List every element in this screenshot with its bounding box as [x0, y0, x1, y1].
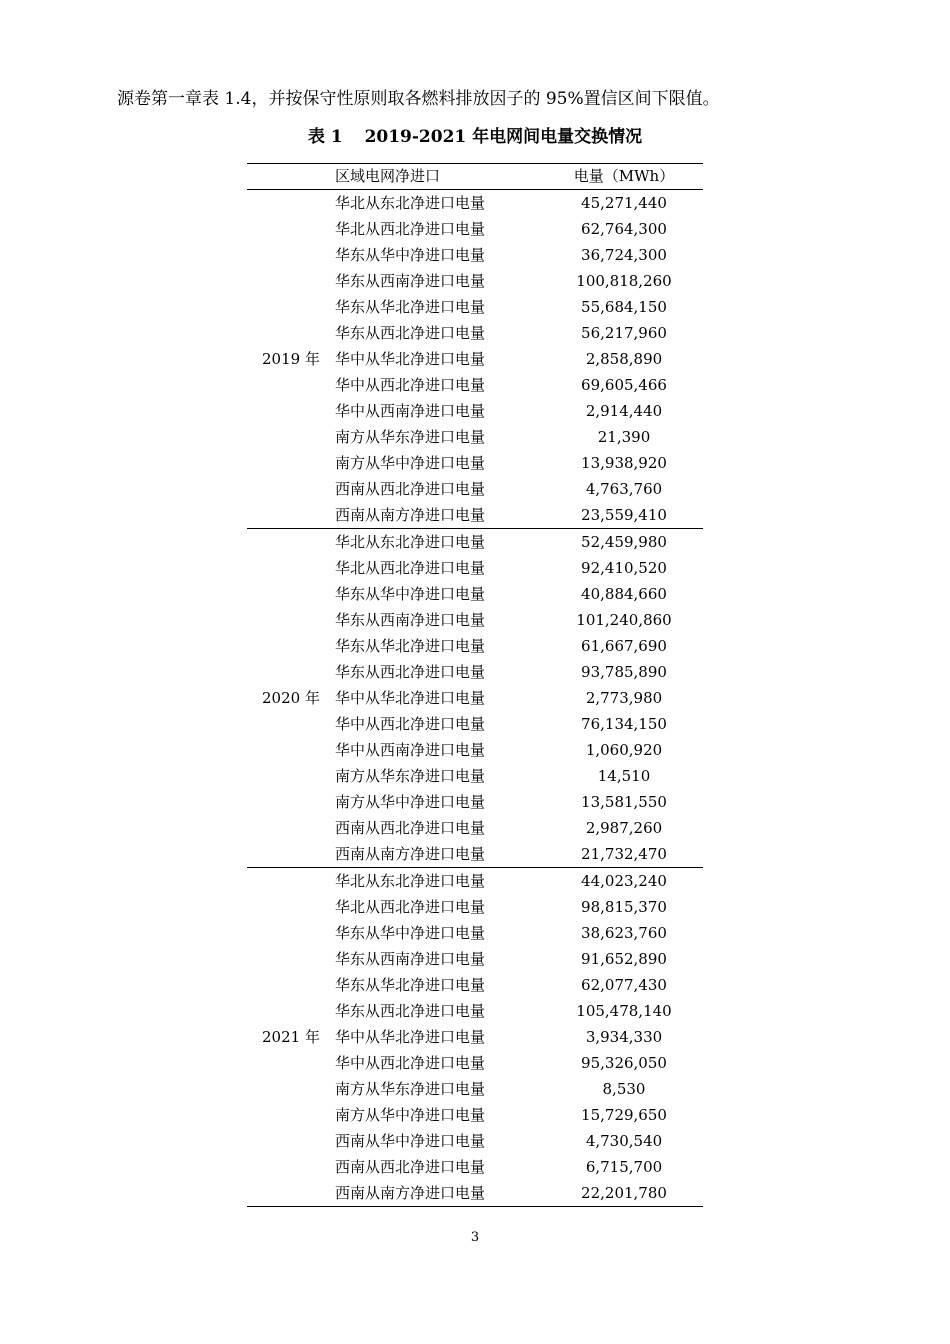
page-number: 3: [470, 1230, 480, 1245]
region-cell: 华东从西南净进口电量: [335, 950, 486, 968]
electricity-value-cell: 21,390: [597, 428, 651, 446]
region-cell: 华北从西北净进口电量: [335, 559, 486, 577]
table-caption: [0, 126, 950, 148]
electricity-value-cell: 69,605,466: [581, 376, 667, 394]
electricity-value-cell: 56,217,960: [581, 324, 667, 342]
header-region: 区域电网净进口: [335, 164, 545, 190]
electricity-value-cell: 44,023,240: [581, 872, 667, 890]
table-row: [247, 190, 703, 217]
region-cell: 南方从华中净进口电量: [335, 454, 486, 472]
region-cell: 华东从华北净进口电量: [335, 637, 486, 655]
table-body: [247, 190, 703, 1207]
table-header-row: [247, 164, 703, 190]
region-cell: 华北从东北净进口电量: [335, 194, 486, 212]
region-cell: 华中从西北净进口电量: [335, 376, 486, 394]
electricity-value-cell: 14,510: [597, 767, 651, 785]
electricity-value-cell: 98,815,370: [581, 898, 667, 916]
electricity-value-cell: 21,732,470: [545, 841, 703, 868]
region-cell: 华北从西北净进口电量: [335, 220, 486, 238]
region-cell: 华中从华北净进口电量: [335, 1028, 486, 1046]
electricity-value-cell: 95,326,050: [581, 1054, 667, 1072]
region-cell: 西南从华中净进口电量: [335, 1132, 486, 1150]
header-electricity: 电量（MWh）: [545, 164, 703, 190]
region-cell: 南方从华中净进口电量: [335, 793, 486, 811]
region-cell: 华东从西南净进口电量: [335, 611, 486, 629]
electricity-value-cell: 3,934,330: [585, 1028, 663, 1046]
region-cell: 华东从西北净进口电量: [335, 324, 486, 342]
region-cell: 南方从华东净进口电量: [335, 428, 486, 446]
table-row: [247, 868, 703, 895]
table-caption-title: 2019-2021 年电网间电量交换情况: [364, 127, 643, 147]
intro-paragraph: 源卷第一章表 1.4，并按保守性原则取各燃料排放因子的 95%置信区间下限值。: [117, 89, 720, 109]
electricity-value-cell: 101,240,860: [576, 611, 672, 629]
electricity-value-cell: 91,652,890: [581, 950, 667, 968]
region-cell: 华东从华北净进口电量: [335, 298, 486, 316]
electricity-value-cell: 105,478,140: [576, 1002, 672, 1020]
region-cell: 华中从西北净进口电量: [335, 715, 486, 733]
electricity-value-cell: 2,773,980: [585, 689, 663, 707]
region-cell: 华东从西北净进口电量: [335, 663, 486, 681]
region-cell: 华东从西北净进口电量: [335, 1002, 486, 1020]
electricity-value-cell: 15,729,650: [581, 1106, 667, 1124]
year-cell: 2021 年: [247, 868, 335, 1207]
table-row: [247, 529, 703, 556]
electricity-value-cell: 52,459,980: [581, 533, 667, 551]
region-cell: 华中从西南净进口电量: [335, 741, 486, 759]
region-cell: 南方从华东净进口电量: [335, 1080, 486, 1098]
year-cell: 2019 年: [247, 190, 335, 529]
electricity-value-cell: 55,684,150: [581, 298, 667, 316]
electricity-value-cell: 23,559,410: [545, 502, 703, 529]
electricity-value-cell: 45,271,440: [581, 194, 667, 212]
region-cell: 华北从东北净进口电量: [335, 533, 486, 551]
electricity-value-cell: 38,623,760: [581, 924, 667, 942]
region-cell: 华东从华中净进口电量: [335, 246, 486, 264]
electricity-value-cell: 62,764,300: [581, 220, 667, 238]
region-cell: 华北从东北净进口电量: [335, 872, 486, 890]
electricity-value-cell: 61,667,690: [581, 637, 667, 655]
region-cell: 西南从南方净进口电量: [335, 1180, 545, 1207]
region-cell: 南方从华中净进口电量: [335, 1106, 486, 1124]
region-cell: 华中从西北净进口电量: [335, 1054, 486, 1072]
electricity-value-cell: 22,201,780: [545, 1180, 703, 1207]
region-cell: 西南从南方净进口电量: [335, 841, 545, 868]
electricity-value-cell: 76,134,150: [581, 715, 667, 733]
electricity-value-cell: 93,785,890: [581, 663, 667, 681]
region-cell: 西南从西北净进口电量: [335, 480, 486, 498]
region-cell: 华北从西北净进口电量: [335, 898, 486, 916]
region-cell: 华东从华中净进口电量: [335, 924, 486, 942]
electricity-value-cell: 2,858,890: [585, 350, 663, 368]
electricity-value-cell: 1,060,920: [585, 741, 663, 759]
table-caption-label: 表 1: [307, 127, 343, 147]
electricity-value-cell: 4,730,540: [585, 1132, 663, 1150]
region-cell: 西南从南方净进口电量: [335, 502, 545, 529]
region-cell: 华中从西南净进口电量: [335, 402, 486, 420]
electricity-value-cell: 6,715,700: [585, 1158, 663, 1176]
electricity-value-cell: 62,077,430: [581, 976, 667, 994]
region-cell: 华中从华北净进口电量: [335, 689, 486, 707]
region-cell: 华东从华北净进口电量: [335, 976, 486, 994]
electricity-value-cell: 13,581,550: [581, 793, 667, 811]
electricity-value-cell: 2,987,260: [585, 819, 663, 837]
power-exchange-table: [247, 163, 703, 1207]
electricity-value-cell: 13,938,920: [581, 454, 667, 472]
electricity-value-cell: 40,884,660: [581, 585, 667, 603]
electricity-value-cell: 100,818,260: [576, 272, 672, 290]
electricity-value-cell: 92,410,520: [581, 559, 667, 577]
region-cell: 南方从华东净进口电量: [335, 767, 486, 785]
region-cell: 华东从华中净进口电量: [335, 585, 486, 603]
region-cell: 华中从华北净进口电量: [335, 350, 486, 368]
region-cell: 西南从西北净进口电量: [335, 1158, 486, 1176]
year-cell: 2020 年: [247, 529, 335, 868]
region-cell: 华东从西南净进口电量: [335, 272, 486, 290]
electricity-value-cell: 8,530: [602, 1080, 646, 1098]
electricity-value-cell: 4,763,760: [585, 480, 663, 498]
electricity-value-cell: 36,724,300: [581, 246, 667, 264]
electricity-value-cell: 2,914,440: [585, 402, 663, 420]
header-year: [247, 164, 335, 190]
region-cell: 西南从西北净进口电量: [335, 819, 486, 837]
